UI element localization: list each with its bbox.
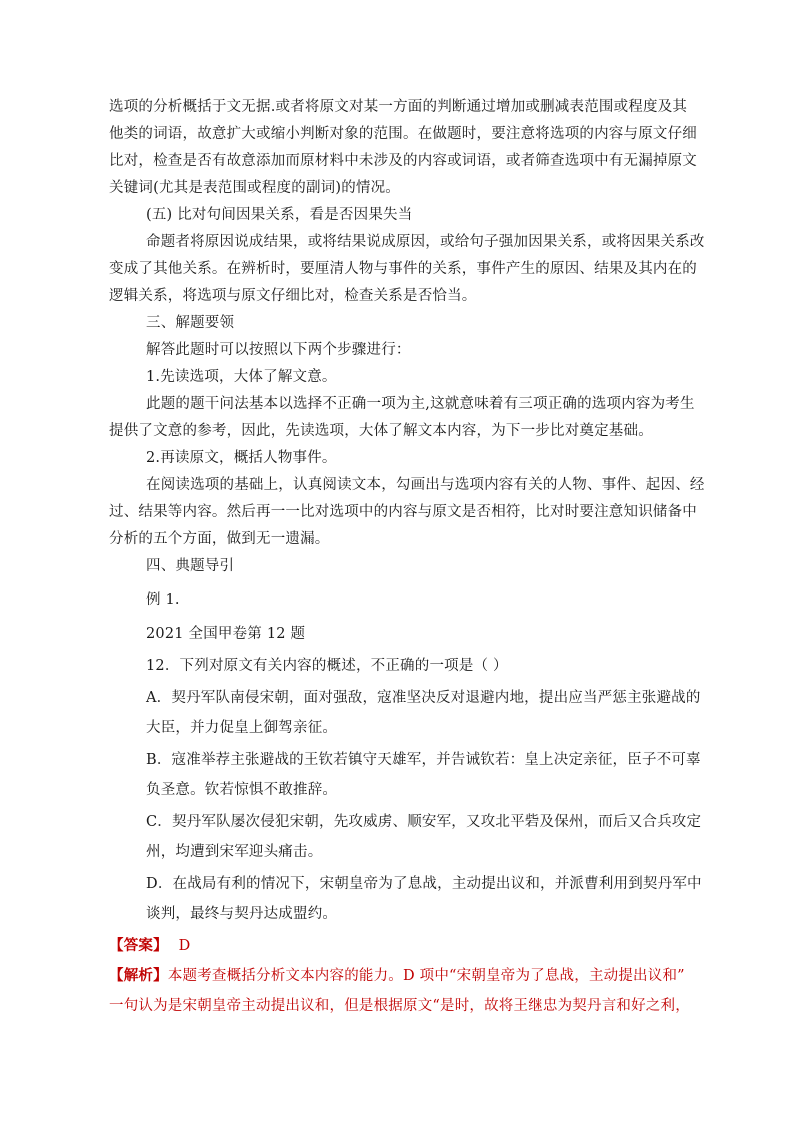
analysis-line2: 一句认为是宋朝皇帝主动提出议和，但是根据原文“是时，故将王继忠为契丹言和好之利， — [109, 998, 690, 1014]
paragraph-line: 关键词(尤其是表范围或程度的副词)的情况。 — [109, 180, 401, 196]
paragraph-line: 变成了其他关系。在辨析时，要厘清人物与事件的关系，事件产生的原因、结果及其内在的 — [109, 261, 697, 277]
step-2: 2.再读原文，概括人物事件。 — [146, 450, 337, 466]
option-b-line2: 负圣意。钦若惊惧不敢推辞。 — [146, 782, 338, 798]
paragraph-line: 解答此题时可以按照以下两个步骤进行： — [146, 342, 411, 358]
answer-line — [109, 936, 190, 956]
analysis-text: 本题考查概括分析文本内容的能力。D 项中“宋朝皇帝为了息战，主动提出议和” — [167, 968, 685, 984]
section-heading-3: 三、解题要领 — [146, 315, 235, 331]
paragraph-line: 提供了文意的参考，因此，先读选项，大体了解文本内容，为下一步比对奠定基础。 — [109, 423, 653, 439]
paragraph-line: 此题的题干问法基本以选择不正确一项为主,这就意味着有三项正确的选项内容为考生 — [146, 396, 695, 412]
option-b-line1: B．寇准举荐主张避战的王钦若镇守天雄军，并告诫钦若：皇上决定亲征，臣子不可辜 — [146, 752, 701, 768]
analysis-label: 【解析】 — [109, 967, 168, 984]
step-1: 1.先读选项，大体了解文意。 — [146, 369, 337, 385]
paragraph-line: 在阅读选项的基础上，认真阅读文本，勾画出与选项内容有关的人物、事件、起因、经 — [146, 477, 705, 493]
paragraph-line: 过、结果等内容。然后再一一比对选项中的内容与原文是否相符，比对时要注意知识储备中 — [109, 504, 697, 520]
section-heading-5: (五) 比对句间因果关系，看是否因果失当 — [146, 207, 413, 223]
section-heading-4: 四、典题导引 — [146, 558, 235, 574]
option-d-line1: D．在战局有利的情况下，宋朝皇帝为了息战，主动提出议和，并派曹利用到契丹军中 — [146, 876, 702, 892]
question-source: 2021 全国甲卷第 12 题 — [146, 626, 306, 642]
analysis-line1 — [109, 966, 685, 986]
option-a-line2: 大臣，并力促皇上御驾亲征。 — [146, 720, 338, 736]
option-c-line1: C．契丹军队屡次侵犯宋朝，先攻威虏、顺安军，又攻北平砦及保州，而后又合兵攻定 — [146, 814, 702, 830]
paragraph-line: 分析的五个方面，做到无一遗漏。 — [109, 531, 330, 547]
paragraph-line: 比对，检查是否有故意添加而原材料中未涉及的内容或词语，或者筛查选项中有无漏掉原文 — [109, 153, 697, 169]
paragraph-line: 他类的词语，故意扩大或缩小判断对象的范围。在做题时，要注意将选项的内容与原文仔细 — [109, 126, 697, 142]
example-label: 例 1. — [146, 592, 180, 608]
option-d-line2: 谈判，最终与契丹达成盟约。 — [146, 906, 338, 922]
option-c-line2: 州，均遭到宋军迎头痛击。 — [146, 844, 323, 860]
paragraph-line: 命题者将原因说成结果，或将结果说成原因，或给句子强加因果关系，或将因果关系改 — [146, 234, 705, 250]
paragraph-line: 选项的分析概括于文无据.或者将原文对某一方面的判断通过增加或删减表范围或程度及其 — [109, 99, 688, 115]
answer-label: 【答案】 — [109, 937, 168, 954]
answer-value: D — [178, 938, 191, 954]
question-stem: 12．下列对原文有关内容的概述，不正确的一项是（ ） — [146, 658, 508, 674]
option-a-line1: A．契丹军队南侵宋朝，面对强敌，寇准坚决反对退避内地，提出应当严惩主张避战的 — [146, 690, 701, 706]
paragraph-line: 逻辑关系，将选项与原文仔细比对，检查关系是否恰当。 — [109, 288, 477, 304]
